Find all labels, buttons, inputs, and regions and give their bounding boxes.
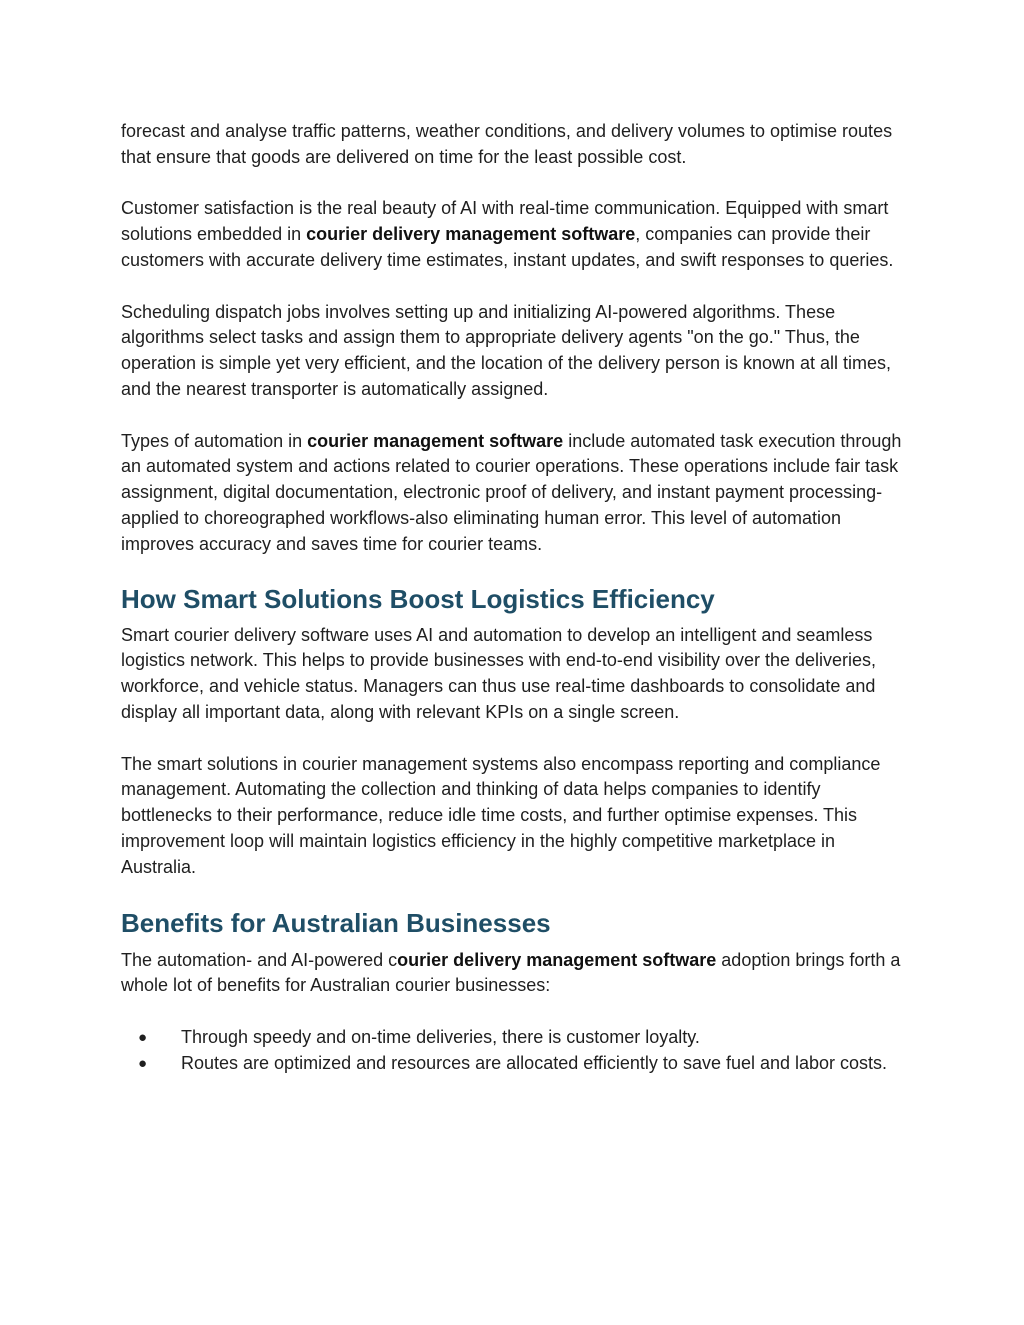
paragraph-smart-software — [121, 623, 911, 726]
paragraph-customer-satisfaction — [121, 196, 911, 273]
paragraph-text: forecast and analyse traffic patterns, weather conditions, and delivery volumes to optimise routes that ensure that goods are delivered on time for the least possible cost. — [121, 121, 893, 167]
paragraph-automation-types — [121, 429, 911, 558]
paragraph-text: Scheduling dispatch jobs involves setting up and initializing AI-powered algorithms. These algorithms select tasks and assign them to appropriate delivery agents "on the go." Thus, the operation is simple yet very efficient, and the location of the delivery person is known at all times, and the nearest transporter is automatically assigned. — [121, 301, 892, 399]
benefits-list — [121, 1025, 911, 1077]
section-heading-benefits: Benefits for Australian Businesses — [121, 907, 551, 938]
list-item — [121, 1051, 911, 1077]
document-page — [121, 119, 911, 1077]
paragraph-text: include automated task execution through an automated system and actions related to courier operations. These operations include fair task assignment, digital documentation, electronic proof of delivery, and instant payment processing-applied to choreographed workflows-also eliminating human error. This level of automation improves accuracy and saves time for courier teams. — [121, 430, 902, 554]
list-item — [121, 1025, 911, 1051]
paragraph-text: , companies can provide their customers with accurate delivery time estimates, instant updates, and swift responses to queries. — [121, 224, 894, 270]
paragraph-text: Smart courier delivery software uses AI and automation to develop an intelligent and seamless logistics network. This helps to provide businesses with end-to-end visibility over the deliveries, workforce, and vehicle status. Managers can thus use real-time dashboards to consolidate and display all important data, along with relevant KPIs on a single screen. — [121, 624, 877, 722]
bold-keyword: courier delivery management software — [306, 224, 636, 245]
section-heading-logistics-efficiency: How Smart Solutions Boost Logistics Efficiency — [121, 583, 715, 614]
paragraph-text: adoption brings forth a whole lot of benefits for Australian courier businesses: — [121, 949, 901, 996]
paragraph-route-forecast — [121, 119, 911, 171]
paragraph-text: The automation- and AI-powered c — [121, 949, 398, 970]
paragraph-reporting-compliance — [121, 752, 911, 881]
bullet-icon: ● — [138, 1028, 148, 1046]
bold-keyword: courier management software — [307, 430, 564, 451]
bullet-icon: ● — [138, 1054, 148, 1072]
paragraph-scheduling — [121, 300, 911, 403]
paragraph-text: The smart solutions in courier management systems also encompass reporting and compliance management. Automating the collection and thinking of data helps companies to identify bottlenecks to their performance, reduce idle time costs, and further optimise expenses. This improvement loop will maintain logistics efficiency in the highly competitive marketplace in Australia. — [121, 753, 881, 877]
paragraph-text: Customer satisfaction is the real beauty of AI with real-time communication. Equipped with smart solutions embedded in — [121, 198, 889, 245]
list-item-text: Through speedy and on-time deliveries, there is customer loyalty. — [181, 1026, 700, 1047]
paragraph-text: Types of automation in — [121, 430, 308, 451]
bold-keyword: ourier delivery management software — [397, 949, 717, 970]
paragraph-benefits-intro — [121, 948, 911, 1000]
list-item-text: Routes are optimized and resources are allocated efficiently to save fuel and labor costs. — [181, 1052, 888, 1073]
